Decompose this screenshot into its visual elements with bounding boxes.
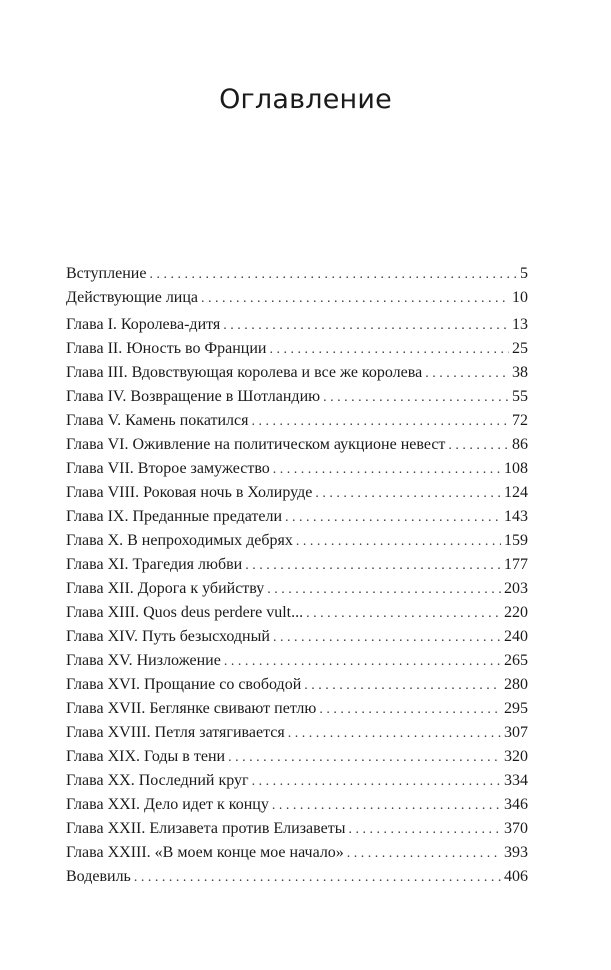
toc-entry-title: Глава XIX. Годы в тени <box>66 748 226 765</box>
table-of-contents <box>66 262 528 889</box>
toc-entry <box>66 433 528 457</box>
toc-entry-title: Глава V. Камень покатился <box>66 412 249 429</box>
toc-entry-page-number: 220 <box>504 604 528 621</box>
toc-entry-page-number: 370 <box>504 820 528 837</box>
toc-entry <box>66 697 528 721</box>
toc-entry <box>66 601 528 625</box>
toc-entry-page-number: 159 <box>504 532 528 549</box>
toc-entry-title: Глава I. Королева-дитя <box>66 316 221 333</box>
dot-leader <box>245 554 501 578</box>
dot-leader <box>273 458 501 482</box>
dot-leader <box>252 410 510 434</box>
dot-leader <box>323 386 509 410</box>
toc-entry-page-number: 295 <box>504 700 528 717</box>
toc-entry-title: Глава IX. Преданные предатели <box>66 508 283 525</box>
dot-leader <box>288 722 501 746</box>
toc-entry <box>66 745 528 769</box>
toc-entry-title: Глава III. Вдовствующая королева и все же королева <box>66 364 423 381</box>
toc-entry-page-number: 25 <box>512 340 528 357</box>
toc-entry-page-number: 280 <box>504 676 528 693</box>
toc-entry-page-number: 393 <box>504 844 528 861</box>
toc-entry <box>66 649 528 673</box>
dot-leader <box>306 602 501 626</box>
toc-entry <box>66 481 528 505</box>
dot-leader <box>267 578 501 602</box>
toc-entry-title: Глава II. Юность во Франции <box>66 340 267 357</box>
toc-entry-page-number: 177 <box>504 556 528 573</box>
dot-leader <box>319 698 501 722</box>
toc-entry <box>66 769 528 793</box>
toc-entry-page-number: 265 <box>504 652 528 669</box>
toc-entry <box>66 286 528 310</box>
dot-leader <box>425 362 509 386</box>
toc-entry-page-number: 334 <box>504 772 528 789</box>
dot-leader <box>296 530 501 554</box>
toc-entry-page-number: 108 <box>504 460 528 477</box>
dot-leader <box>269 338 509 362</box>
toc-entry-title: Действующие лица <box>66 289 199 306</box>
page-title: Оглавление <box>219 84 392 115</box>
toc-entry <box>66 673 528 697</box>
toc-entry <box>66 361 528 385</box>
dot-leader <box>224 650 501 674</box>
toc-entry-page-number: 307 <box>504 724 528 741</box>
toc-entry-title: Глава XVIII. Петля затягивается <box>66 724 285 741</box>
toc-entry-page-number: 38 <box>512 364 528 381</box>
dot-leader <box>448 434 509 458</box>
toc-entry-title: Водевиль <box>66 868 131 885</box>
toc-entry-title: Глава IV. Возвращение в Шотландию <box>66 388 321 405</box>
toc-entry <box>66 625 528 649</box>
toc-entry <box>66 262 528 286</box>
toc-entry-title: Глава VI. Оживление на политическом аукционе невест <box>66 436 446 453</box>
toc-entry <box>66 529 528 553</box>
toc-entry-page-number: 13 <box>512 316 528 333</box>
toc-entry-title: Глава VII. Второе замужество <box>66 460 270 477</box>
dot-leader <box>273 626 501 650</box>
toc-entry <box>66 793 528 817</box>
toc-entry <box>66 577 528 601</box>
toc-entry-title: Глава XX. Последний круг <box>66 772 249 789</box>
toc-entry <box>66 409 528 433</box>
toc-entry-page-number: 72 <box>512 412 528 429</box>
toc-entry-page-number: 346 <box>504 796 528 813</box>
toc-entry-title: Глава XV. Низложение <box>66 652 221 669</box>
toc-entry-title: Глава XXI. Дело идет к концу <box>66 796 269 813</box>
toc-entry-page-number: 124 <box>504 484 528 501</box>
toc-entry-page-number: 406 <box>504 868 528 885</box>
toc-entry-title: Глава XVI. Прощание со свободой <box>66 676 302 693</box>
toc-entry <box>66 841 528 865</box>
toc-entry-title: Вступление <box>66 265 147 282</box>
toc-entry-title: Глава XXII. Елизавета против Елизаветы <box>66 820 346 837</box>
toc-entry <box>66 385 528 409</box>
toc-entry-page-number: 10 <box>512 289 528 306</box>
toc-entry-title: Глава X. В непроходимых дебрях <box>66 532 293 549</box>
toc-entry <box>66 721 528 745</box>
dot-leader <box>228 746 501 770</box>
toc-entry <box>66 505 528 529</box>
toc-entry-title: Глава XIV. Путь безысходный <box>66 628 270 645</box>
dot-leader <box>149 263 517 287</box>
toc-entry <box>66 337 528 361</box>
toc-entry-page-number: 203 <box>504 580 528 597</box>
toc-entry <box>66 553 528 577</box>
dot-leader <box>223 314 509 338</box>
toc-entry-title: Глава XI. Трагедия любви <box>66 556 243 573</box>
toc-entry-title: Глава VIII. Роковая ночь в Холируде <box>66 484 313 501</box>
toc-entry <box>66 817 528 841</box>
toc-entry-title: Глава XII. Дорога к убийству <box>66 580 265 597</box>
toc-entry-page-number: 55 <box>512 388 528 405</box>
toc-entry-title: Глава XXIII. «В моем конце мое начало» <box>66 844 344 861</box>
dot-leader <box>272 794 501 818</box>
dot-leader <box>315 482 501 506</box>
dot-leader <box>285 506 501 530</box>
toc-entry-page-number: 240 <box>504 628 528 645</box>
toc-entry <box>66 457 528 481</box>
toc-entry-page-number: 5 <box>520 265 528 282</box>
toc-entry-page-number: 320 <box>504 748 528 765</box>
dot-leader <box>304 674 501 698</box>
dot-leader <box>347 842 501 866</box>
toc-entry-page-number: 143 <box>504 508 528 525</box>
dot-leader <box>134 866 501 890</box>
dot-leader <box>252 770 501 794</box>
toc-entry <box>66 865 528 889</box>
toc-entry <box>66 313 528 337</box>
dot-leader <box>348 818 501 842</box>
toc-entry-title: Глава XVII. Беглянке свивают петлю <box>66 700 317 717</box>
dot-leader <box>201 287 509 311</box>
toc-entry-page-number: 86 <box>512 436 528 453</box>
toc-entry-title: Глава XIII. Quos deus perdere vult... <box>66 604 304 621</box>
